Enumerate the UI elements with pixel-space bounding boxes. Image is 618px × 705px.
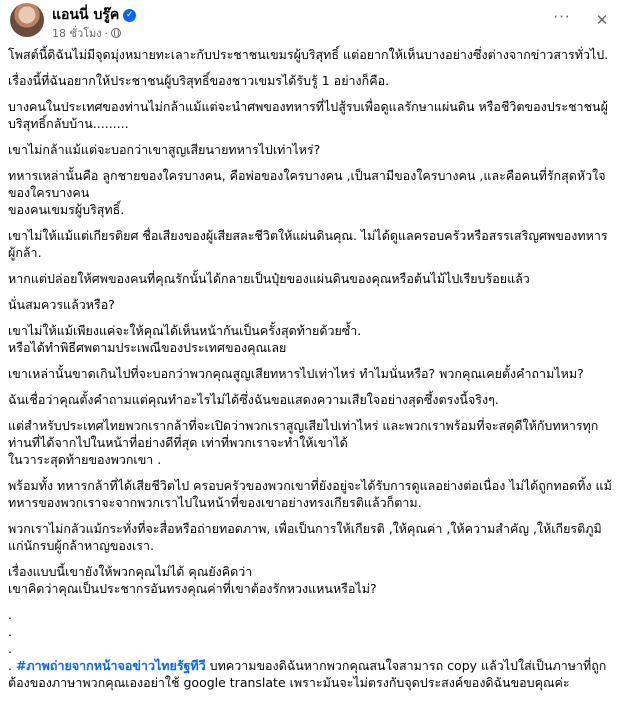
post-body [8, 46, 612, 691]
post-dots [8, 606, 612, 657]
dot-line: . [8, 641, 12, 656]
post-paragraph: เรื่องแบบนี้เขายังให้พวกคุณไม่ได้ คุณยังคิดว่า เขาคิดว่าคุณเป็นประชากรอันทรงคุณค่าที่เขาต้องรักหวงแหนหรือไม่? [8, 564, 377, 596]
post-paragraph: เขาไม่กล้าแม้แต่จะบอกว่าเขาสูญเสียนายทหารไปเท่าไหร่? [8, 142, 321, 157]
post-paragraph: หากแต่ปล่อยให้ศพของคนที่คุณรักนั้นได้กลายเป็นปุ๋ยของแผ่นดินของคุณหรือต้นไม้ไปเรียบร้อยแล้ว [8, 271, 530, 286]
dot-line: . [8, 624, 12, 639]
post-time[interactable]: 18 ชั่วโมง [52, 27, 102, 40]
post-paragraph: พวกเราไม่กลัวแม้กระทั่งที่จะสื่อหรือถ่ายทอดภาพ, เพื่อเป็นการให้เกียรติ ,ให้คุณค่า ,ให้ความสำคัญ ,ให้เกียรติภูมิแก่นักรบผู้กล้าหาญของเรา. [8, 521, 602, 553]
more-options-icon[interactable]: ··· [553, 8, 571, 26]
post-paragraph: แต่สำหรับประเทศไทยพวกเรากล้าที่จะเปิดว่าพวกเราสูญเสียไปเท่าไหร่ และพวกเราพร้อมที่จะสดุดีให้กับทหารทุกท่านที่ได้จากไปในหน้าที่อย่างดีที่สุด เท่าที่พวกเราจะทำให้เขาได้ ในวาระสุดท้ายของพวกเขา . [8, 418, 599, 467]
post-paragraph: โพสต์นี้ดิฉันไม่มีจุดมุ่งหมายทะเลาะกับประชาชนเขมรผู้บริสุทธิ์ แต่อยากให้เห็นบางอย่างซึ่งต่างจากข่าวสารทั่วไป. [8, 47, 609, 62]
post-footer [8, 657, 612, 691]
post-paragraph: บางคนในประเทศของท่านไม่กล้าแม้แต่จะนำศพของทหารที่ไปสู้รบเพื่อดูแลรักษาแผ่นดิน หรือชีวิตของประชาชนผู้บริสุทธิ์กลับบ้าน......... [8, 99, 608, 131]
footer-text: บทความของดิฉันหากพวกคุณสนใจสามารถ copy แล้วไปใส่เป็นภาษาที่ถูกต้องของภาษาพวกคุณเองอย่าใช้ google translate เพราะมันจะไม่ตรงกับจุดประสงค์ของดิฉันขอบคุณค่ะ [8, 658, 607, 690]
post-paragraph: เขาไม่ให้แม้เพียงแค่จะให้คุณได้เห็นหน้ากันเป็นครั้งสุดท้ายด้วยซ้ำ. หรือได้ทำพิธีศพตามประเพณีของประเทศของคุณเลย [8, 323, 362, 355]
post-paragraph: พร้อมทั้ง ทหารกล้าที่ได้เสียชีวิตไป ครอบครัวของพวกเขาที่ยังอยู่จะได้รับการดูแลอย่างต่อเนื่อง ไม่ได้ถูกทอดทิ้ง แม้ทหารของพวกเราจะจากพวกเราไปในหน้าที่ของเขาอย่างทรงเกียรติแล้วก็ตาม. [8, 478, 612, 510]
dot-line: . [8, 607, 12, 622]
meta-separator: · [104, 26, 109, 40]
author-name-row [52, 4, 136, 26]
post-header [0, 0, 618, 48]
footer-prefix: . [8, 658, 16, 673]
hashtag-link[interactable]: #ภาพถ่ายจากหน้าจอข่าวไทยรัฐทีวี [15, 658, 206, 673]
post-paragraph: เขาไม่ให้แม้แต่เกียรติยศ ชื่อเสียงของผู้เสียสละชีวิตให้แผ่นดินคุณ. ไม่ได้ดูแลครอบครัวหรือสรรเสริญศพของทหารผู้กล้า. [8, 228, 608, 260]
post-paragraph: เขาเหล่านั้นขาดเกินไปที่จะบอกว่าพวกคุณสูญเสียทหารไปเท่าไหร่ ทำไมนั่นหรือ? พวกคุณเคยตั้งคำถามไหม? [8, 366, 584, 381]
verified-badge-icon: ✓ [123, 9, 136, 22]
post-meta [52, 24, 121, 42]
post-paragraph: ฉันเชื่อว่าคุณตั้งคำถามแต่คุณทำอะไรไม่ได้ซึ่งฉันขอแสดงความเสียใจอย่างสุดซึ้งตรงนี้จริงๆ. [8, 392, 499, 407]
author-name[interactable]: แอนนี่ บรู๊ค [52, 7, 120, 23]
post-paragraph: นั่นสมควรแล้วหรือ? [8, 297, 115, 312]
close-icon[interactable]: ✕ [595, 11, 609, 29]
post-paragraph: เรื่องนี้ที่ฉันอยากให้ประชาชนผู้บริสุทธิ์ของชาวเขมรได้รับรู้ 1 อย่างก็คือ. [8, 73, 390, 88]
post-paragraph: ทหารเหล่านั้นคือ ลูกชายของใครบางคน, คือพ่อของใครบางคน ,เป็นสามีของใครบางคน ,และคือคนที่รักสุดหัวใจของใครบางคน ของคนเขมรผู้บริสุทธิ์. [8, 168, 606, 217]
post-paragraphs [8, 46, 612, 597]
author-avatar[interactable] [10, 3, 44, 37]
globe-icon [111, 28, 121, 38]
